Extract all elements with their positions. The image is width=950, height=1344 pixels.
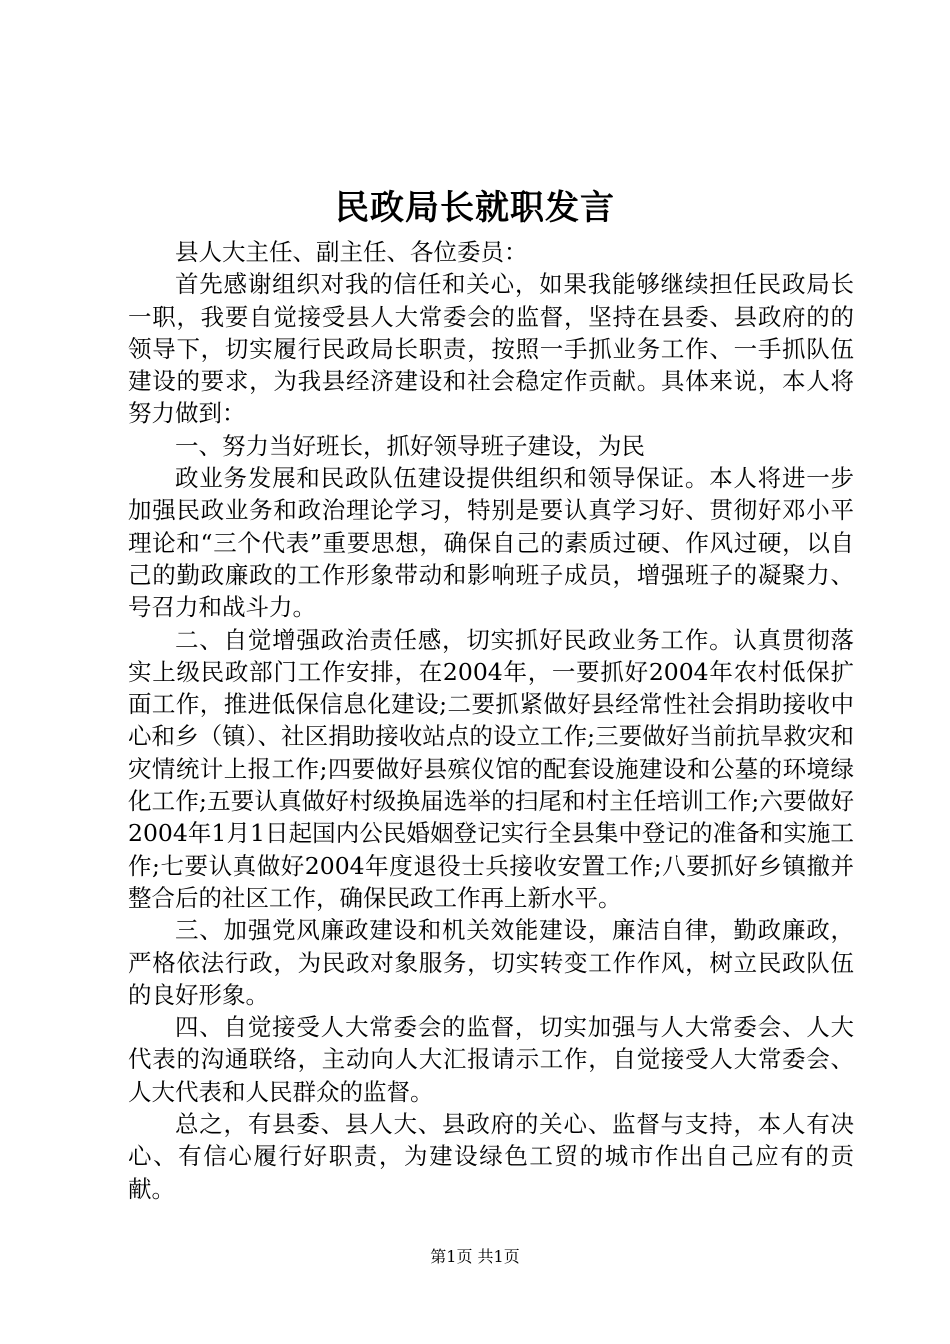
point-two-paragraph: 二、自觉增强政治责任感，切实抓好民政业务工作。认真贯彻落实上级民政部门工作安排，在2004年，一要抓好2004年农村低保扩面工作，推进低保信息化建设;二要抓紧做好县经常性社会捐助接收中心和乡（镇）、社区捐助接收站点的设立工作;三要做好当前抗旱救灾和灾情统计上报工作;四要做好县殡仪馆的配套设施建设和公墓的环境绿化工作;五要认真做好村级换届选举的扫尾和村主任培训工作;六要做好2004年1月1日起国内公民婚姻登记实行全县集中登记的准备和实施工作;七要认真做好2004年度退役士兵接收安置工作;八要抓好乡镇撤并整合后的社区工作，确保民政工作再上新水平。 [128,625,854,912]
document-title: 民政局长就职发言 [335,188,615,228]
point-one-paragraph: 政业务发展和民政队伍建设提供组织和领导保证。本人将进一步加强民政业务和政治理论学习，特别是要认真学习好、贯彻好邓小平理论和“三个代表”重要思想，确保自己的素质过硬、作风过硬，以自己的勤政廉政的工作形象带动和影响班子成员，增强班子的凝聚力、号召力和战斗力。 [128,464,854,622]
point-four-paragraph: 四、自觉接受人大常委会的监督，切实加强与人大常委会、人大代表的沟通联络，主动向人大汇报请示工作，自觉接受人大常委会、人大代表和人民群众的监督。 [128,1013,854,1106]
document-body [128,236,854,1205]
point-three-paragraph: 三、加强党风廉政建设和机关效能建设，廉洁自律，勤政廉政，严格依法行政，为民政对象服务，切实转变工作作风，树立民政队伍的良好形象。 [128,916,854,1009]
conclusion-paragraph: 总之，有县委、县人大、县政府的关心、监督与支持，本人有决心、有信心履行好职责，为建设绿色工贸的城市作出自己应有的贡献。 [128,1110,854,1203]
page-number-footer: 第1页 共1页 [430,1247,520,1266]
intro-paragraph: 首先感谢组织对我的信任和关心，如果我能够继续担任民政局长一职，我要自觉接受县人大常委会的监督，坚持在县委、县政府的的领导下，切实履行民政局长职责，按照一手抓业务工作、一手抓队伍建设的要求，为我县经济建设和社会稳定作贡献。具体来说，本人将努力做到： [128,270,854,428]
salutation-paragraph: 县人大主任、副主任、各位委员： [175,238,528,266]
point-one-heading: 一、努力当好班长，抓好领导班子建设，为民 [175,431,645,460]
